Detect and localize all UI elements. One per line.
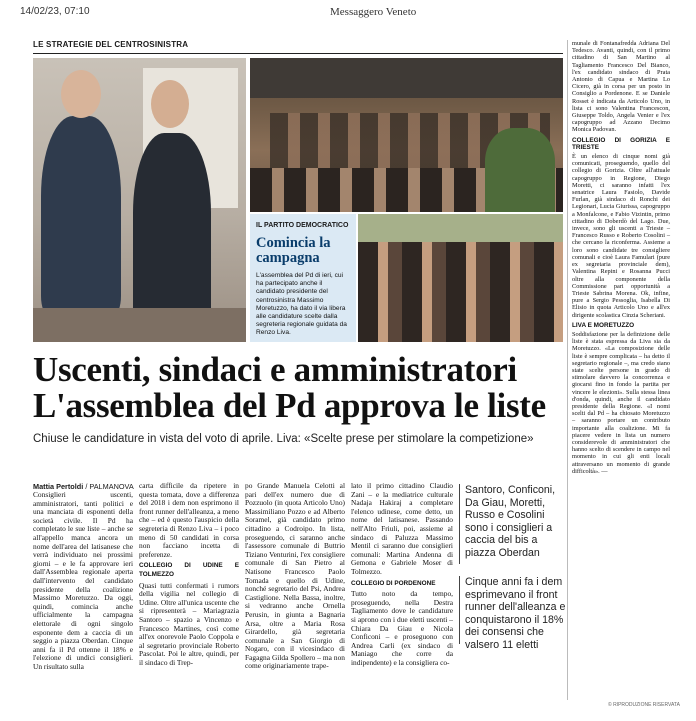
col6-text-c: Soddisfazione per la definizione delle liste è stata espressa da Liva sia da Moretuzzo. «La composizione delle liste è sempre complicata – ha detto il segretario regionale –, ma credo siano state scelte persone in grado di stimolare davvero la concorrenza e giocarsi fino in fondo la partita per vincere le elezioni». Sulla stessa linea d'onda, quindi, anche il candidato presidente della Regione. «I nomi scelti dal Pd – ha chiosato Moretuzzo – saranno portare un contributo importante alla coalizione. Mi fa piacere vedere in lista un numero considerevole di amministratori che hanno scelto di scendere in campo nel momento in cui gli enti locali attraversano un momento di grande difficoltà». — (572, 330, 670, 475)
pull-quote-2: Cinque anni fa i dem esprimevano il front runner dell'alleanza e conquistarono il 18% dei consensi che valsero 11 eletti (465, 576, 566, 651)
col2-text-a: carta difficile da ripetere in questa tornata, dove a differenza del 2018 i dem non esprimono il front runner dell'alleanza, a meno che – ed è questo l'auspicio della segreteria di Renzo Liva – i poco meno di 50 candidati in corsa non facciano incetta di preferenze. (139, 481, 239, 559)
box-headline: Comincia la campagna (256, 235, 331, 266)
headline-line-2: L'assemblea del Pd approva le liste (33, 386, 546, 425)
headline (33, 352, 573, 424)
col6-subhead-2: LIVA E MORETUZZO (572, 321, 635, 329)
byline-author: Mattia Pertoldi (33, 482, 84, 491)
column-divider (567, 40, 568, 700)
sidebar-box (250, 214, 356, 342)
col4-text-a: lato il primo cittadino Claudio Zani – e la mediatrice culturale Nadaja Hakiraj a completare l'elenco udinese, come detto, un nome del latisanese. Passando nell'Alto Friuli, poi, assieme al sindaco di Paluzza Massimo Mentil ci saranno due consiglieri comunali: Martina Andenna di Gemona e Gabriele Moser di Tolmezzo. (351, 481, 453, 576)
col6-text-b: È un elenco di cinque nomi già comunicati, proseguendo, quello del collegio di Gorizia. Oltre all'attuale capogruppo in Regione, Diego Moretti, ci saranno infatti l'ex senatrice Laura Fasiolo, Davide Furlan, già sindaco di Ronchi dei Legionari, Lucia Giurissa, capogruppo a Monfalcone, e Fabio Vizintin, primo cittadino di Doberdò del Lago. Due, invece, sono gli uscenti a Trieste – Francesco Russo e Roberto Cosolini – che cercano la riconferma. Assieme a loro sono candidate tre consigliere comunali e cioè Laura Famulari (pure ex segretaria provinciale dem), Valentina Repini e Rosanna Pucci oltre alla componente della Commissione pari opportunità a Trieste Sabrina Morena. Ok, infine, pure a Sergio Pessoglia, Isabella Di Elisio in quota Articolo Uno e all'ex dirigente scolastica Cinzia Scheriani. (572, 153, 670, 319)
byline-place: / PALMANOVA (85, 482, 134, 491)
col1-text: Consiglieri uscenti, amministratori, tanti politici e una manciata di esponenti della società civile. Il Pd ha completato le sue liste – anche se all'appello manca ancora un nome dell'area del latisanese che verrà individuato nei prossimi giorni – e le fa approvare ieri dall'Assemblea regionale aperta dall'intervento del candidato presidente della coalizione Massimo Moretuzzo. Da oggi, quindi, comincia anche ufficialmente la campagna elettorale di ogni singolo esponente dem a caccia di un seggio a piazza Oberdan. Cinque anni fa il Pd ottenne il 18% e l'elezione di undici consiglieri. Un risultato sulla (33, 490, 133, 671)
col4-text-b: Tutto noto da tempo, proseguendo, nella Destra Tagliamento dove le candidature si aprono con i due eletti uscenti – Chiara Da Giau e Nicola Conficoni – e proseguono con Andrea Carli (ex sindaco di Maniago che corre da indipendente) e la consigliera co- (351, 589, 453, 667)
section-label: LE STRATEGIE DEL CENTROSINISTRA (33, 40, 189, 49)
col6-subhead-1: COLLEGIO DI GORIZIA E TRIESTE (572, 136, 670, 151)
headline-line-1: Uscenti, sindaci e amministratori (33, 350, 517, 389)
subheadline: Chiuse le candidature in vista del voto di aprile. Liva: «Scelte prese per stimolare la competizione» (33, 433, 534, 445)
section-rule (33, 53, 563, 54)
photo-assembly (250, 58, 563, 212)
col3-text: po Grande Manuela Celotti al pari dell'ex numero due di Pozzuolo (in quota Articolo Uno) Massimiliano Pozzo e ad Alberto Soramel, già candidato primo cittadino a Codroipo. In lista, proseguendo, ci saranno anche l'assessore comunale di Buttrio Tiziano Venturini, l'ex consigliere comunale di San Pietro al Natisone Francesco Paolo Tomada e quello di Udine, nonché segretario del Psi, Andrea Castiglione. Nella Bassa, inoltre, si vedranno anche Ornella Perusin, in giunta a Bagnaria Arsa, oltre a Maria Rosa Girardello, già segretaria comunale a San Giorgio di Nogaro, con il vicesindaco di Fagagna Gilda Spollero – ma non come originariamente trape- (245, 481, 345, 671)
print-date: 14/02/23, 07:10 (20, 6, 90, 17)
quote-rule-2 (459, 576, 460, 644)
top-bar (0, 0, 696, 22)
col4-subhead: COLLEGIO DI PORDENONE (351, 579, 436, 587)
box-body: L'assemblea del Pd di ieri, cui ha partecipato anche il candidato presidente del centrosinistra Massimo Moretuzzo, ha dato il via libera alle candidature scelte dalla segreteria regionale guidata da Renzo Liva. (256, 272, 347, 337)
pull-quote-1: Santoro, Conficoni, Da Giau, Moretti, Russo e Cosolini sono i consiglieri a caccia del bis a piazza Oberdan (465, 484, 556, 559)
quote-rule-1 (459, 484, 460, 564)
column-4 (351, 482, 453, 667)
box-kicker: IL PARTITO DEMOCRATICO (256, 222, 349, 229)
column-6 (572, 40, 670, 475)
col6-text-a: munale di Fontanafredda Adriana Del Tedesco. Avanti, quindi, con il primo cittadino di San Martino al Tagliamento Francesco Del Bianco, l'ex candidato sindaco di Prata Antonio di Capua e Martina Lo Cicero, già in corsa per un posto in Consiglio a Pordenone. E se Daniele Rosset è indicata da Articolo Uno, in lista ci sono Valentina Francescon, Giuseppe Toldo, Angela Venier e l'ex capogruppo ad Azzano Decimo Monica Padovan. (572, 40, 670, 134)
photo-handshake (33, 58, 246, 342)
column-1 (33, 491, 133, 671)
photo-audience (358, 214, 563, 342)
publication-name: Messaggero Veneto (330, 6, 417, 18)
column-2 (139, 482, 239, 667)
col2-text-b: Quasi tutti confermati i rumors della vigilia nel collegio di Udine. Oltre all'unica uscente che si ripresenterà – Mariagrazia Santoro – spazio a Vincenzo e Francesco Martines, così come all'ex onorevole Paolo Coppola e al segretario provinciale Roberto Pascolat. Poi le altre, quindi, per il sindaco di Trep- (139, 580, 239, 667)
col2-subhead: COLLEGIO DI UDINE E TOLMEZZO (139, 562, 239, 578)
copyright-credit: © RIPRODUZIONE RISERVATA (608, 702, 680, 708)
column-3 (245, 482, 345, 671)
